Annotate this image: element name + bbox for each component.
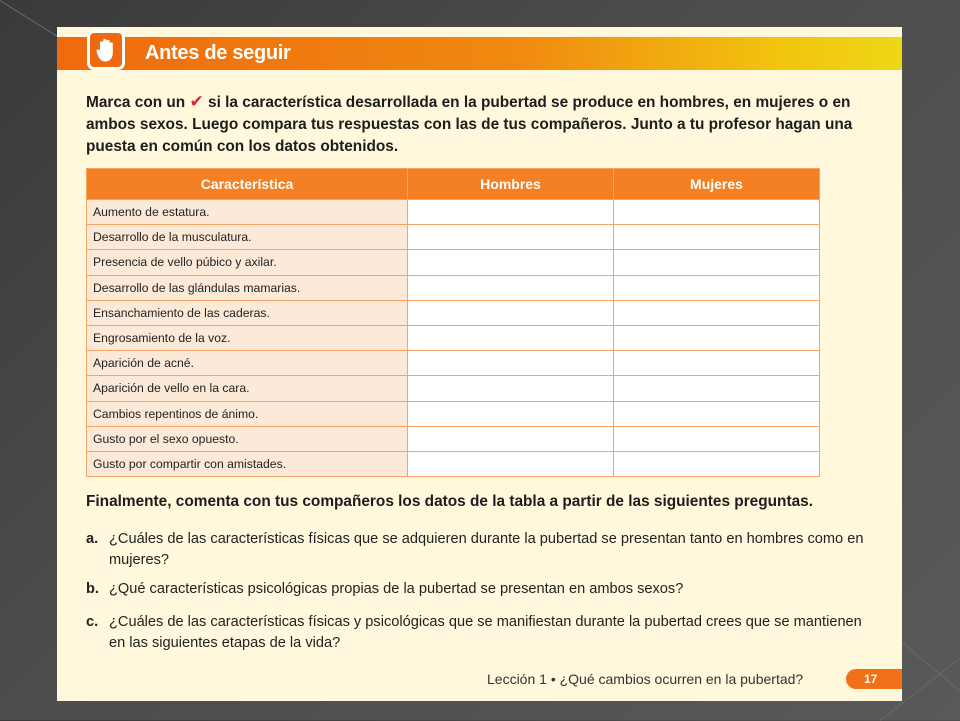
section-title: Antes de seguir — [145, 42, 291, 64]
hand-stop-icon — [87, 30, 125, 70]
characteristic-label: Cambios repentinos de ánimo. — [87, 401, 408, 426]
question-text: ¿Qué características psicológicas propias de la pubertad se presentan en ambos sexos? — [109, 581, 684, 597]
men-answer-cell[interactable] — [408, 200, 614, 225]
women-answer-cell[interactable] — [614, 225, 820, 250]
women-answer-cell[interactable] — [614, 451, 820, 476]
men-answer-cell[interactable] — [408, 300, 614, 325]
table-row — [87, 401, 820, 426]
table-row — [87, 325, 820, 350]
check-mark-icon: ✔ — [189, 92, 204, 111]
women-answer-cell[interactable] — [614, 200, 820, 225]
women-answer-cell[interactable] — [614, 250, 820, 275]
table-row — [87, 451, 820, 476]
question-letter: b. — [86, 581, 99, 597]
table-header-row — [87, 169, 820, 200]
men-answer-cell[interactable] — [408, 250, 614, 275]
characteristic-label: Desarrollo de la musculatura. — [87, 225, 408, 250]
page-number-badge: 17 — [846, 669, 902, 689]
table-row — [87, 351, 820, 376]
question-letter: c. — [86, 614, 99, 630]
question-text: ¿Cuáles de las características físicas que se adquieren durante la pubertad se presentan tanto en hombres como en mujeres? — [109, 531, 864, 568]
women-answer-cell[interactable] — [614, 426, 820, 451]
men-answer-cell[interactable] — [408, 225, 614, 250]
characteristic-label: Aparición de vello en la cara. — [87, 376, 408, 401]
instructions-text-end: si la característica desarrollada en la pubertad se produce en hombres, en mujeres o en ambos sexos. Luego compara tus respuestas con las de tus compañeros. Junto a tu profesor hagan una puesta en común con los datos obtenidos. — [86, 94, 853, 155]
men-answer-cell[interactable] — [408, 351, 614, 376]
question-text: ¿Cuáles de las características físicas y psicológicas que se manifiestan durante la pubertad crees que se mantienen en las siguientes etapas de la vida? — [109, 614, 862, 651]
table-row — [87, 426, 820, 451]
men-answer-cell[interactable] — [408, 451, 614, 476]
lesson-footer: Lección 1 • ¿Qué cambios ocurren en la pubertad? — [487, 671, 804, 687]
question-c — [86, 612, 876, 654]
men-answer-cell[interactable] — [408, 325, 614, 350]
women-answer-cell[interactable] — [614, 401, 820, 426]
women-answer-cell[interactable] — [614, 351, 820, 376]
decorative-line — [899, 640, 960, 699]
men-answer-cell[interactable] — [408, 376, 614, 401]
women-answer-cell[interactable] — [614, 325, 820, 350]
characteristic-label: Presencia de vello púbico y axilar. — [87, 250, 408, 275]
men-answer-cell[interactable] — [408, 426, 614, 451]
column-header-women: Mujeres — [614, 169, 820, 200]
column-header-men: Hombres — [408, 169, 614, 200]
instructions-text-start: Marca con un — [86, 94, 186, 111]
women-answer-cell[interactable] — [614, 275, 820, 300]
final-prompt: Finalmente, comenta con tus compañeros los datos de la tabla a partir de las siguientes preguntas. — [86, 493, 813, 510]
question-b — [86, 579, 876, 600]
question-a — [86, 529, 876, 571]
characteristic-label: Aparición de acné. — [87, 351, 408, 376]
characteristic-label: Gusto por compartir con amistades. — [87, 451, 408, 476]
table-row — [87, 225, 820, 250]
characteristic-label: Desarrollo de las glándulas mamarias. — [87, 275, 408, 300]
women-answer-cell[interactable] — [614, 376, 820, 401]
table-row — [87, 275, 820, 300]
characteristic-label: Aumento de estatura. — [87, 200, 408, 225]
characteristics-table — [86, 168, 820, 477]
characteristic-label: Ensanchamiento de las caderas. — [87, 300, 408, 325]
table-row — [87, 200, 820, 225]
question-letter: a. — [86, 531, 99, 547]
table-row — [87, 376, 820, 401]
women-answer-cell[interactable] — [614, 300, 820, 325]
table-row — [87, 250, 820, 275]
column-header-characteristic: Característica — [87, 169, 408, 200]
characteristic-label: Gusto por el sexo opuesto. — [87, 426, 408, 451]
men-answer-cell[interactable] — [408, 275, 614, 300]
worksheet-page — [57, 27, 902, 701]
instructions — [86, 91, 856, 158]
men-answer-cell[interactable] — [408, 401, 614, 426]
characteristic-label: Engrosamiento de la voz. — [87, 325, 408, 350]
section-header-bar — [57, 37, 902, 70]
table-row — [87, 300, 820, 325]
